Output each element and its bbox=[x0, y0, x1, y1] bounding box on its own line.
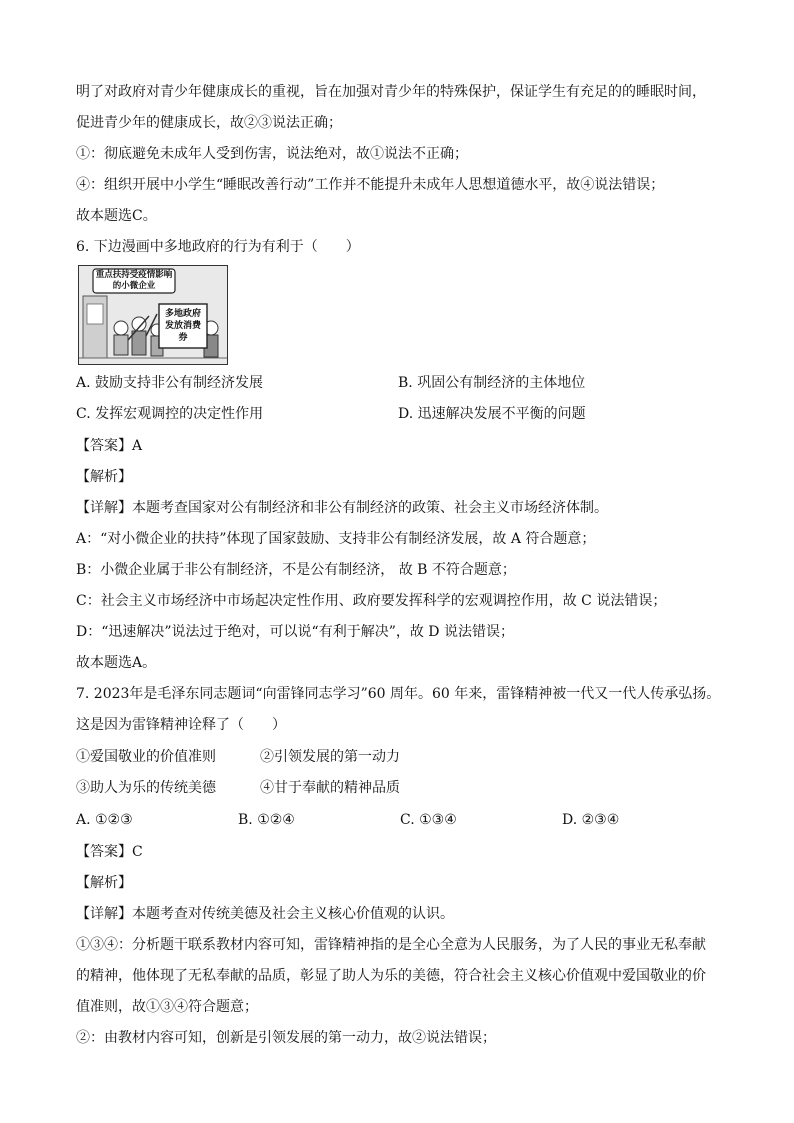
option-d: D. ②③④ bbox=[562, 812, 620, 828]
detail-line: 【详解】本题考查国家对公有制经济和非公有制经济的政策、社会主义市场经济体制。 bbox=[76, 500, 608, 516]
answer-label: 【答案】A bbox=[76, 438, 143, 454]
text-line: ①：彻底避免未成年人受到伤害，说法绝对，故①说法不正确； bbox=[76, 146, 468, 162]
option-c: C. 发挥宏观调控的决定性作用 bbox=[76, 406, 264, 422]
analysis-label: 【解析】 bbox=[76, 875, 132, 891]
detail-line: D：“迅速解决”说法过于绝对，可以说“有利于解决”，故 D 说法错误； bbox=[76, 624, 514, 640]
detail-line: A：“对小微企业的扶持”体现了国家鼓励、支持非公有制经济发展，故 A 符合题意； bbox=[76, 531, 596, 547]
statement-3: ③助人为乐的传统美德 bbox=[76, 780, 216, 796]
option-b: B. ①②④ bbox=[238, 812, 295, 828]
detail-line: B：小微企业属于非公有制经济，不是公有制经济， 故 B 不符合题意； bbox=[76, 562, 516, 578]
option-d: D. 迅速解决发展不平衡的问题 bbox=[398, 406, 586, 422]
question-7-stem: 这是因为雷锋精神诠释了（ ） bbox=[76, 717, 286, 733]
cartoon-sign-top: 重点扶持受疫情影响的小微企业 bbox=[95, 270, 173, 291]
detail-line: 的精神，他体现了无私奉献的品质，彰显了助人为乐的美德，符合社会主义核心价值观中爱国敬业的价 bbox=[76, 968, 706, 984]
detail-line: 【详解】本题考查对传统美德及社会主义核心价值观的认识。 bbox=[76, 906, 454, 922]
cartoon-image bbox=[78, 265, 228, 365]
text-line: 故本题选C。 bbox=[76, 208, 157, 224]
statement-4: ④甘于奉献的精神品质 bbox=[260, 780, 400, 796]
cartoon-sign-box: 多地政府发放消费券 bbox=[164, 309, 201, 343]
option-a: A. 鼓励支持非公有制经济发展 bbox=[76, 375, 264, 391]
detail-line: ①③④：分析题干联系教材内容可知，雷锋精神指的是全心全意为人民服务，为了人民的事业无私奉献 bbox=[76, 937, 706, 953]
detail-line: ②：由教材内容可知，创新是引领发展的第一动力，故②说法错误； bbox=[76, 1030, 496, 1046]
option-a: A. ①②③ bbox=[76, 812, 133, 828]
text-line: 明了对政府对青少年健康成长的重视，旨在加强对青少年的特殊保护，保证学生有充足的的睡眠时间， bbox=[76, 84, 706, 100]
statement-1: ①爱国敬业的价值准则 bbox=[76, 749, 216, 765]
detail-line: C：社会主义市场经济中市场起决定性作用、政府要发挥科学的宏观调控作用，故 C 说法错误； bbox=[76, 593, 667, 609]
option-c: C. ①③④ bbox=[400, 812, 457, 828]
question-7-stem: 7. 2023年是毛泽东同志题词“向雷锋同志学习”60 周年。60 年来，雷锋精神被一代又一代人传承弘扬。 bbox=[76, 686, 721, 702]
text-line: ④：组织开展中小学生“睡眠改善行动”工作并不能提升未成年人思想道德水平，故④说法错误； bbox=[76, 177, 665, 193]
answer-label: 【答案】C bbox=[76, 844, 143, 860]
text-line: 促进青少年的健康成长，故②③说法正确； bbox=[76, 115, 342, 131]
analysis-label: 【解析】 bbox=[76, 469, 132, 485]
detail-line: 故本题选A。 bbox=[76, 655, 157, 671]
statement-2: ②引领发展的第一动力 bbox=[260, 749, 400, 765]
detail-line: 值准则，故①③④符合题意； bbox=[76, 999, 258, 1015]
option-b: B. 巩固公有制经济的主体地位 bbox=[398, 375, 586, 391]
question-6-stem: 6. 下边漫画中多地政府的行为有利于（ ） bbox=[76, 239, 360, 255]
